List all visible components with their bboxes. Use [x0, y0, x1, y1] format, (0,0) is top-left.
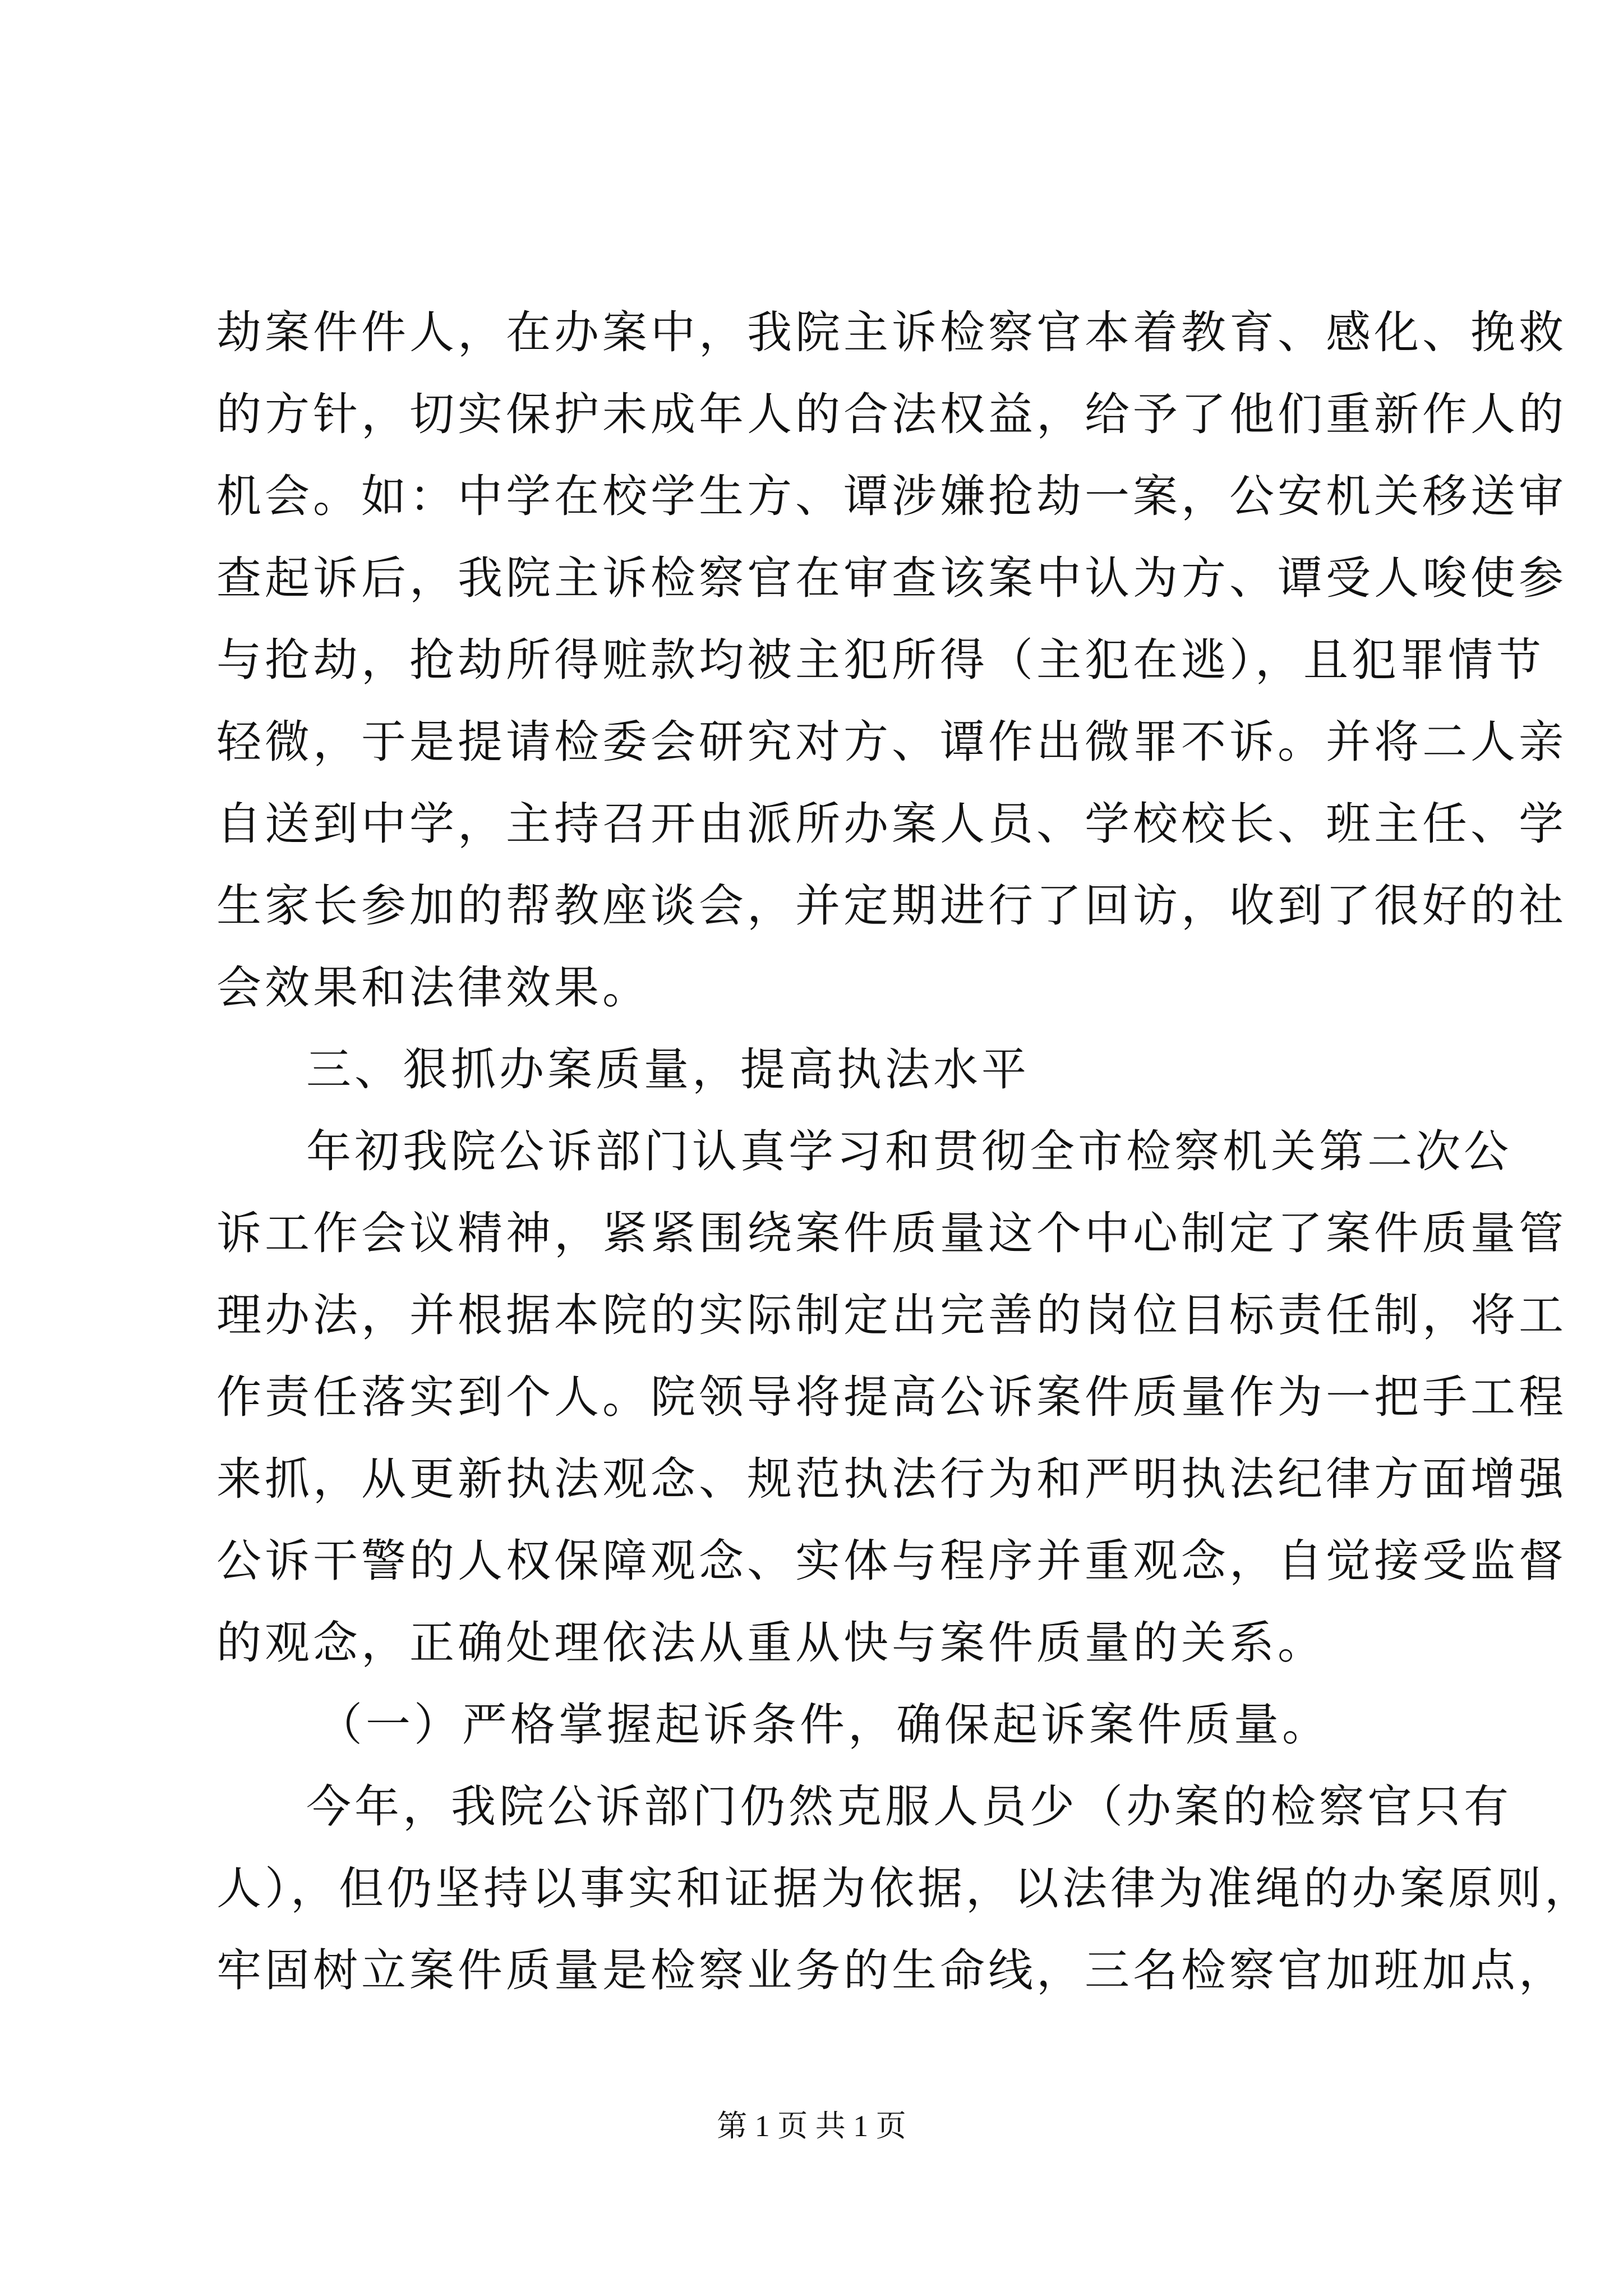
text-line: 诉工作会议精神，紧紧围绕案件质量这个中心制定了案件质量管 [216, 1207, 1567, 1259]
text-line: 来抓，从更新执法观念、规范执法行为和严明执法纪律方面增强 [216, 1453, 1567, 1505]
document-body [216, 292, 1593, 2012]
text-line: 牢固树立案件质量是检察业务的生命线，三名检察官加班加点， [216, 1944, 1567, 1996]
text-line: 轻微，于是提请检委会研究对方、谭作出微罪不诉。并将二人亲 [216, 716, 1567, 768]
text-line: 与抢劫，抢劫所得赃款均被主犯所得（主犯在逃），且犯罪情节 [216, 634, 1544, 686]
text-line: 的观念，正确处理依法从重从快与案件质量的关系。 [216, 1617, 1326, 1669]
text-line: 公诉干警的人权保障观念、实体与程序并重观念，自觉接受监督 [216, 1535, 1567, 1587]
page-number-footer: 第 1 页 共 1 页 [717, 2109, 906, 2143]
text-line: 机会。如：中学在校学生方、谭涉嫌抢劫一案，公安机关移送审 [216, 470, 1567, 522]
text-line: 年初我院公诉部门认真学习和贯彻全市检察机关第二次公 [306, 1125, 1512, 1177]
section-heading: 三、狠抓办案质量，提高执法水平 [306, 1043, 1030, 1096]
text-line: 生家长参加的帮教座谈会，并定期进行了回访，收到了很好的社 [216, 880, 1567, 932]
text-line: 劫案件件人，在办案中，我院主诉检察官本着教育、感化、挽救 [216, 306, 1567, 358]
text-line: 会效果和法律效果。 [216, 961, 651, 1014]
text-line: 作责任落实到个人。院领导将提高公诉案件质量作为一把手工程 [216, 1371, 1567, 1423]
text-line: 自送到中学，主持召开由派所办案人员、学校校长、班主任、学 [216, 798, 1567, 850]
text-line: 人），但仍坚持以事实和证据为依据，以法律为准绳的办案原则， [216, 1862, 1593, 1915]
text-line: 理办法，并根据本院的实际制定出完善的岗位目标责任制，将工 [216, 1289, 1567, 1341]
text-line: 的方针，切实保护未成年人的合法权益，给予了他们重新作人的 [216, 388, 1567, 440]
text-line: 查起诉后，我院主诉检察官在审查该案中认为方、谭受人唆使参 [216, 552, 1567, 604]
subsection-heading: （一）严格掌握起诉条件，确保起诉案件质量。 [317, 1699, 1330, 1751]
text-line: 今年，我院公诉部门仍然克服人员少（办案的检察官只有 [306, 1780, 1512, 1833]
